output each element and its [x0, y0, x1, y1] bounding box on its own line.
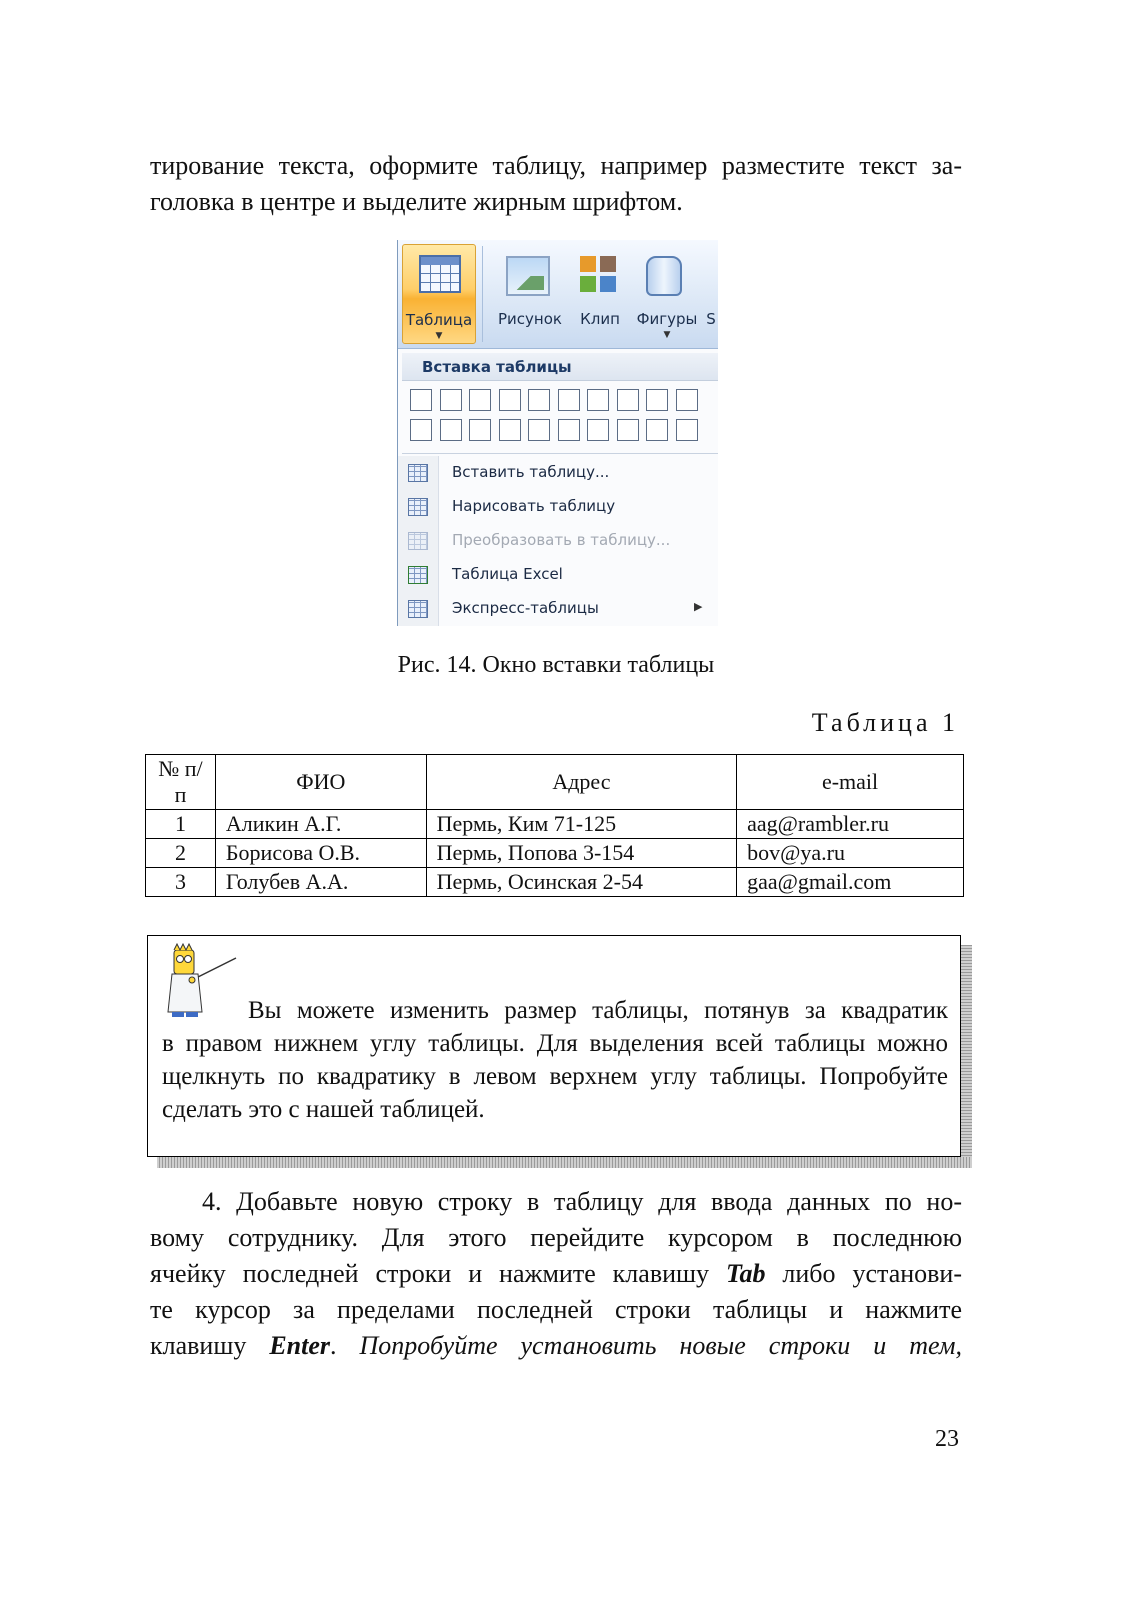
picture-ribbon-button[interactable] [496, 244, 564, 344]
insert-table-screenshot [397, 240, 718, 626]
cell-number: 3 [146, 868, 216, 897]
shapes-icon [646, 256, 682, 296]
step-line-2: вому сотруднику. Для этого перейдите курсором в последнюю [150, 1223, 962, 1252]
dropdown-header: Вставка таблицы [402, 353, 718, 381]
header-number: № п/п [146, 755, 216, 810]
table-grid-cell[interactable] [499, 389, 521, 411]
menu-item-label: Экспресс-таблицы [452, 599, 599, 617]
table-icon [419, 255, 461, 293]
cell-email: aag@rambler.ru [737, 810, 964, 839]
picture-icon [506, 256, 550, 296]
menu-item-excel-table[interactable] [398, 558, 718, 592]
table-grid-cell[interactable] [617, 419, 639, 441]
chevron-down-icon: ▼ [435, 331, 443, 341]
tip-text [162, 994, 948, 1126]
table-ribbon-button[interactable] [402, 244, 476, 344]
tip-line-3: щелкнуть по квадратику в левом верхнем углу таблицы. Попробуйте [162, 1063, 948, 1090]
table-grid-cell[interactable] [528, 419, 550, 441]
menu-item-insert-table[interactable] [398, 456, 718, 490]
shapes-ribbon-label: Фигуры [636, 310, 698, 328]
table-grid-cell[interactable] [646, 419, 668, 441]
intro-line-2: головка в центре и выделите жирным шрифтом. [150, 187, 683, 216]
table-grid-cell[interactable] [587, 419, 609, 441]
cell-name: Аликин А.Г. [215, 810, 426, 839]
table-row [146, 839, 964, 868]
cell-name: Голубев А.А. [215, 868, 426, 897]
table-row [146, 810, 964, 839]
menu-item-quick-tables[interactable] [398, 592, 718, 626]
intro-line-1: тирование текста, оформите таблицу, например разместите текст за- [150, 151, 962, 180]
step-line-3a: ячейку последней строки и нажмите клавишу [150, 1259, 726, 1288]
submenu-arrow-icon: ▶ [694, 600, 703, 613]
cell-number: 1 [146, 810, 216, 839]
page-number: 23 [935, 1426, 959, 1452]
table-grid-cell[interactable] [617, 389, 639, 411]
table-label: Таблица 1 [811, 708, 959, 737]
note-shadow [157, 1157, 972, 1168]
tab-key-label: Tab [725, 1259, 766, 1288]
cell-number: 2 [146, 839, 216, 868]
table-grid-cell[interactable] [676, 419, 698, 441]
tip-line-4: сделать это с нашей таблицей. [162, 1096, 485, 1123]
tip-line-1: Вы можете изменить размер таблицы, потянув за квадратик [248, 997, 948, 1024]
table-grid-cell[interactable] [499, 419, 521, 441]
header-address: Адрес [426, 755, 736, 810]
cell-address: Пермь, Осинская 2-54 [426, 868, 736, 897]
step-line-5 [150, 1328, 962, 1364]
cell-address: Пермь, Ким 71-125 [426, 810, 736, 839]
step-line-5a: клавишу [150, 1331, 270, 1360]
excel-table-icon [408, 566, 428, 584]
table-ribbon-label: Таблица [405, 311, 473, 329]
step-line-5b: . [330, 1331, 360, 1360]
menu-item-label: Таблица Excel [452, 565, 563, 583]
header-name: ФИО [215, 755, 426, 810]
picture-ribbon-label: Рисунок [498, 310, 562, 328]
menu-item-draw-table[interactable] [398, 490, 718, 524]
table-grid-cell[interactable] [440, 389, 462, 411]
table-row [146, 868, 964, 897]
employee-table [145, 754, 964, 897]
tip-box [147, 935, 961, 1157]
convert-to-table-icon [408, 532, 428, 550]
table-grid-cell[interactable] [410, 419, 432, 441]
table-grid-cell[interactable] [676, 389, 698, 411]
table-grid-cell[interactable] [469, 419, 491, 441]
step-line-1: 4. Добавьте новую строку в таблицу для ввода данных по но- [202, 1187, 962, 1216]
intro-paragraph [150, 148, 962, 220]
table-grid-cell[interactable] [558, 419, 580, 441]
header-email: e-mail [737, 755, 964, 810]
menu-item-label: Преобразовать в таблицу... [452, 531, 671, 549]
table-header-row [146, 755, 964, 810]
dropdown-separator [402, 453, 718, 454]
cell-address: Пермь, Попова 3-154 [426, 839, 736, 868]
ribbon [398, 240, 718, 349]
chevron-down-icon: ▼ [663, 330, 671, 340]
table-grid-cell[interactable] [410, 389, 432, 411]
menu-item-label: Вставить таблицу... [452, 463, 610, 481]
step-4-paragraph [150, 1184, 962, 1364]
step-line-3 [150, 1256, 962, 1292]
table-grid-cell[interactable] [469, 389, 491, 411]
note-shadow [961, 945, 972, 1167]
insert-table-icon [408, 464, 428, 482]
clipart-icon [580, 256, 620, 296]
clip-ribbon-button[interactable] [570, 244, 630, 344]
quick-tables-icon [408, 600, 428, 618]
ribbon-separator [482, 246, 483, 342]
smartart-ribbon-button[interactable] [704, 244, 718, 344]
table-grid-cell[interactable] [587, 389, 609, 411]
menu-item-label: Нарисовать таблицу [452, 497, 616, 515]
table-grid-cell[interactable] [440, 419, 462, 441]
cell-email: bov@ya.ru [737, 839, 964, 868]
shapes-ribbon-button[interactable] [634, 244, 700, 344]
menu-item-convert-to-table[interactable] [398, 524, 718, 558]
enter-key-label: Enter [269, 1331, 331, 1360]
clip-ribbon-label: Клип [580, 310, 620, 328]
step-line-4: те курсор за пределами последней строки таблицы и нажмите [150, 1295, 962, 1324]
cell-email: gaa@gmail.com [737, 868, 964, 897]
draw-table-icon [408, 498, 428, 516]
table-grid-cell[interactable] [646, 389, 668, 411]
tip-line-2: в правом нижнем углу таблицы. Для выделения всей таблицы можно [162, 1030, 948, 1057]
step-line-3b: либо установи- [765, 1259, 962, 1288]
figure-caption: Рис. 14. Окно вставки таблицы [397, 652, 715, 678]
smartart-ribbon-label: S [706, 310, 716, 328]
table-grid-cell[interactable] [528, 389, 550, 411]
table-grid-cell[interactable] [558, 389, 580, 411]
step-line-5-italic: Попробуйте установить новые строки и тем, [359, 1331, 962, 1360]
cell-name: Борисова О.В. [215, 839, 426, 868]
